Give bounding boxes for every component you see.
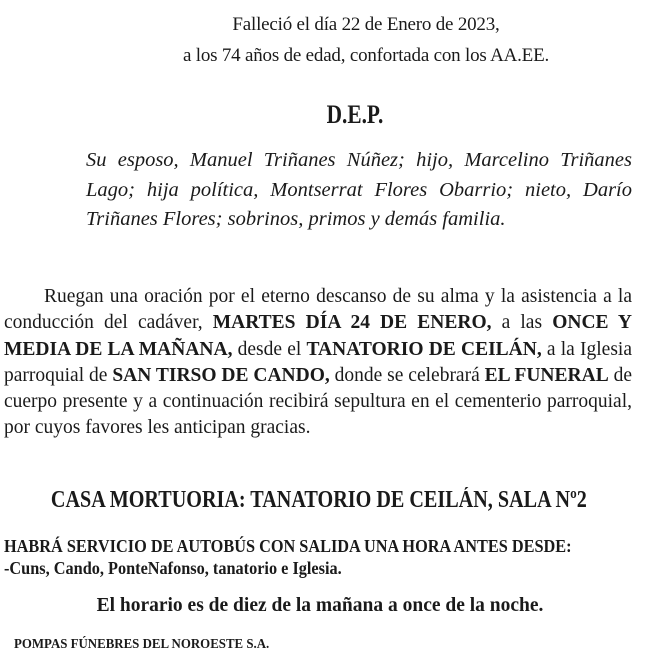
funeral-company-name: POMPAS FÚNEBRES DEL NOROESTE S.A. xyxy=(14,637,270,652)
ceremony-paragraph xyxy=(4,284,632,442)
mortuary-house-heading: CASA MORTUORIA: TANATORIO DE CEILÁN, SALA Nº2 xyxy=(50,487,587,513)
family-paragraph: Su esposo, Manuel Triñanes Núñez; hijo, Marcelino Triñanes Lago; hija política, Montserrat Flores Obarrio; nieto, Darío Triñanes Flores; sobrinos, primos y demás familia. xyxy=(86,149,632,230)
body-text-3: desde el xyxy=(232,338,307,360)
bus-stops-line: -Cuns, Cando, PonteNafonso, tanatorio e Iglesia. xyxy=(4,558,342,578)
funeral-highlight: EL FUNERAL xyxy=(484,364,609,386)
body-text-6: de cuerpo presente y a continuación recibirá sepultura en el cementerio parroquial, por cuyos favores les anticipan gracias. xyxy=(4,364,632,439)
time-highlight: ONCE Y MEDIA DE LA MAÑANA, xyxy=(4,312,633,360)
body-text-2: a las xyxy=(491,312,553,334)
church-highlight: SAN TIRSO DE CANDO, xyxy=(112,364,330,386)
death-date-line: Falleció el día 22 de Enero de 2023, xyxy=(232,14,500,35)
body-text-5: donde se celebrará xyxy=(329,364,485,386)
opening-hours: El horario es de diez de la mañana a once de la noche. xyxy=(96,595,544,616)
age-line: a los 74 años de edad, confortada con los AA.EE. xyxy=(182,45,550,66)
rip-heading: D.E.P. xyxy=(326,100,384,129)
date-highlight: MARTES DÍA 24 DE ENERO, xyxy=(212,312,492,334)
body-text-1: Ruegan una oración por el eterno descanso de su alma y la asistencia a la conducción del cadáver, xyxy=(4,286,632,334)
bus-service-block xyxy=(4,535,572,579)
body-text-4: a la Iglesia parroquial de xyxy=(4,338,632,386)
funeral-home-highlight: TANATORIO DE CEILÁN, xyxy=(306,338,542,360)
bus-service-line: HABRÁ SERVICIO DE AUTOBÚS CON SALIDA UNA HORA ANTES DESDE: xyxy=(4,536,572,556)
